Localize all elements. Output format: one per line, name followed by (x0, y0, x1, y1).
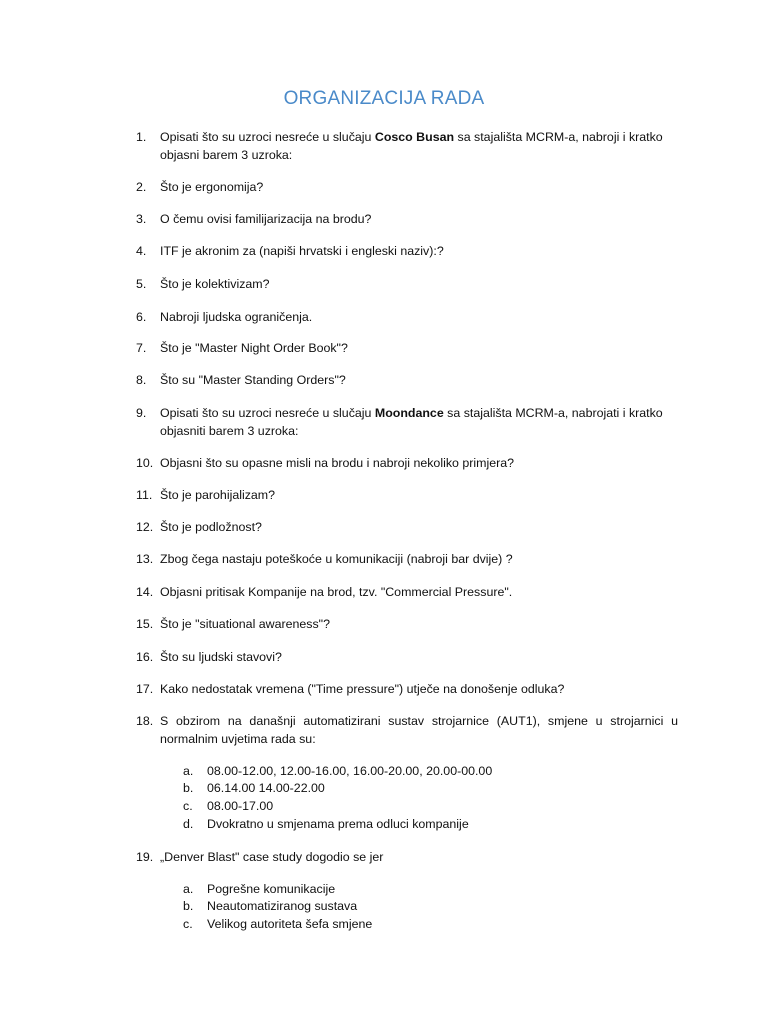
question-text: Što je podložnost? (160, 520, 262, 534)
question-1 (136, 128, 678, 164)
question-text: ITF je akronim za (napiši hrvatski i engleski naziv):? (160, 244, 444, 258)
answer-option (183, 815, 469, 833)
option-letter: b. (183, 781, 194, 795)
question-number: 16. (136, 650, 154, 664)
question-8 (136, 371, 678, 389)
document-title: ORGANIZACIJA RADA (283, 88, 485, 109)
question-number: 12. (136, 520, 154, 534)
option-text: 08.00-17.00 (207, 799, 274, 813)
question-6 (136, 308, 678, 326)
answer-option (183, 880, 335, 898)
question-number: 18. (136, 714, 154, 728)
question-number: 5. (136, 277, 147, 291)
option-letter: a. (183, 882, 194, 896)
answer-option (183, 897, 357, 915)
option-letter: b. (183, 899, 194, 913)
option-text: Dvokratno u smjenama prema odluci kompanije (207, 817, 469, 831)
question-text: Što su ljudski stavovi? (160, 650, 282, 664)
question-number: 13. (136, 552, 154, 566)
question-text: Što je "Master Night Order Book"? (160, 341, 348, 355)
question-number: 19. (136, 850, 154, 864)
question-14 (136, 583, 678, 601)
question-text: Što su "Master Standing Orders"? (160, 373, 346, 387)
question-3 (136, 210, 678, 228)
question-number: 1. (136, 130, 147, 144)
question-9 (136, 404, 678, 440)
question-text: Opisati što su uzroci nesreće u slučaju Moondance sa stajališta MCRM-a, nabrojati i kratko objasniti barem 3 uzroka: (160, 406, 663, 438)
question-text: Objasni pritisak Kompanije na brod, tzv. "Commercial Pressure". (160, 585, 513, 599)
question-number: 9. (136, 406, 147, 420)
answer-option (183, 915, 372, 933)
option-letter: d. (183, 817, 194, 831)
question-19 (136, 848, 678, 866)
question-7 (136, 339, 678, 357)
question-text: Što je "situational awareness"? (160, 617, 330, 631)
option-letter: c. (183, 917, 193, 931)
question-11 (136, 486, 678, 504)
question-number: 6. (136, 310, 147, 324)
question-number: 4. (136, 244, 147, 258)
option-text: 08.00-12.00, 12.00-16.00, 16.00-20.00, 20.00-00.00 (207, 764, 493, 778)
question-text: Objasni što su opasne misli na brodu i nabroji nekoliko primjera? (160, 456, 515, 470)
question-number: 7. (136, 341, 147, 355)
question-text: Što je kolektivizam? (160, 277, 270, 291)
question-15 (136, 615, 678, 633)
question-text: S obzirom na današnji automatizirani sustav strojarnice (AUT1), smjene u strojarnici u normalnim uvjetima rada su: (160, 714, 678, 746)
question-text: Zbog čega nastaju poteškoće u komunikaciji (nabroji bar dvije) ? (160, 552, 513, 566)
question-text: Kako nedostatak vremena ("Time pressure") utječe na donošenje odluka? (160, 682, 565, 696)
option-text: Pogrešne komunikacije (207, 882, 336, 896)
option-letter: a. (183, 764, 194, 778)
option-text: Velikog autoriteta šefa smjene (207, 917, 373, 931)
question-text: „Denver Blast" case study dogodio se jer (160, 850, 384, 864)
question-number: 8. (136, 373, 147, 387)
question-number: 11. (136, 488, 153, 502)
question-18 (136, 712, 678, 748)
question-number: 3. (136, 212, 147, 226)
question-4 (136, 242, 678, 260)
question-17 (136, 680, 678, 698)
question-number: 15. (136, 617, 154, 631)
question-text: Nabroji ljudska ograničenja. (160, 310, 313, 324)
question-number: 10. (136, 456, 154, 470)
question-12 (136, 518, 678, 536)
question-number: 17. (136, 682, 154, 696)
question-text: Što je ergonomija? (160, 180, 264, 194)
option-text: 06.14.00 14.00-22.00 (207, 781, 325, 795)
question-5 (136, 275, 678, 293)
ship-name-bold: Moondance (374, 406, 444, 420)
question-number: 14. (136, 585, 154, 599)
option-text: Neautomatiziranog sustava (207, 899, 358, 913)
ship-name-bold: Cosco Busan (374, 130, 455, 144)
question-text: Opisati što su uzroci nesreće u slučaju Cosco Busan sa stajališta MCRM-a, nabroji i kratko objasni barem 3 uzroka: (160, 130, 663, 162)
question-13 (136, 550, 678, 568)
question-16 (136, 648, 678, 666)
question-text: O čemu ovisi familijarizacija na brodu? (160, 212, 372, 226)
answer-option (183, 762, 492, 780)
answer-option (183, 797, 273, 815)
question-2 (136, 178, 678, 196)
question-text: Što je parohijalizam? (160, 488, 276, 502)
answer-option (183, 779, 325, 797)
question-10 (136, 454, 678, 472)
question-number: 2. (136, 180, 147, 194)
option-letter: c. (183, 799, 193, 813)
